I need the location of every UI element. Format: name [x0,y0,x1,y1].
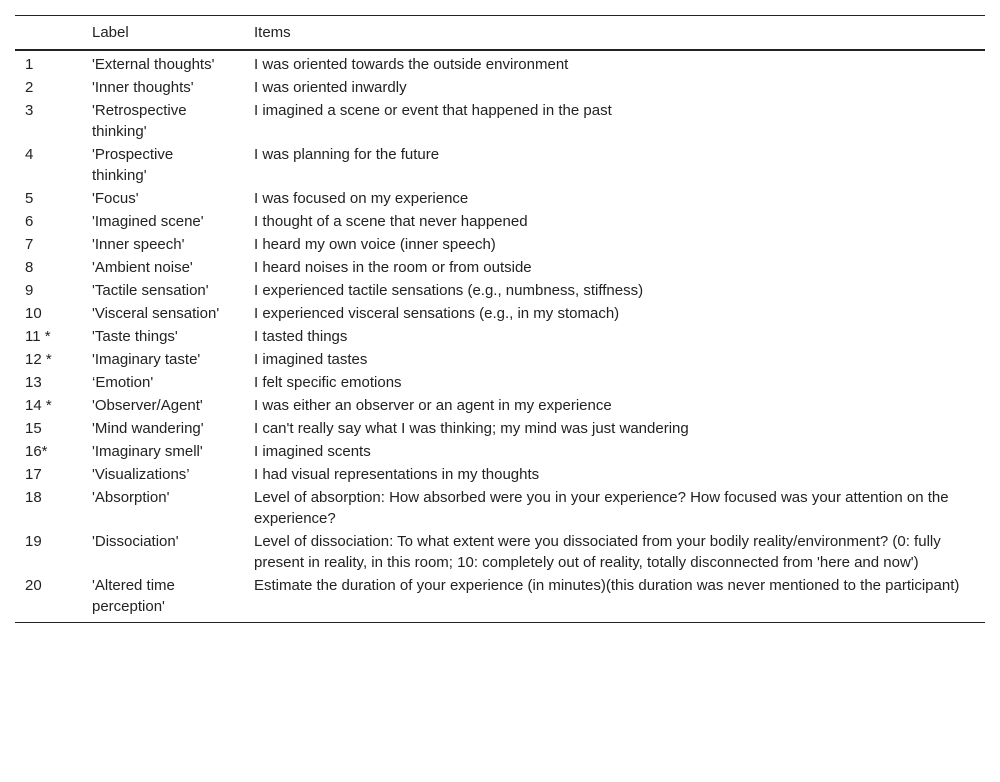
table-row [15,99,985,143]
header-items: Items [254,16,985,51]
row-number: 17 [25,466,42,483]
table-row [15,394,985,417]
row-item: Level of dissociation: To what extent were you dissociated from your bodily reality/environment? (0: fully present in reality, in this room; 10: completely out of reality, totally disconnected from 'here and now') [254,533,941,571]
row-number: 15 [25,420,42,437]
row-item: I was planning for the future [254,146,440,163]
row-number: 5 [25,190,34,207]
row-label: 'Inner thoughts' [92,79,194,96]
table-row [15,530,985,574]
row-number: 10 [25,305,42,322]
row-number: 3 [25,102,34,119]
row-number: 19 [25,533,42,550]
table-row [15,302,985,325]
row-label: 'Visualizations’ [92,466,190,483]
row-label: 'Imaginary smell' [92,443,203,460]
row-item: I heard noises in the room or from outside [254,259,532,276]
row-number: 20 [15,574,92,623]
row-label: 'Mind wandering' [92,420,204,437]
row-label: 'Prospective thinking' [92,146,174,184]
row-number: 7 [25,236,34,253]
row-number: 13 [25,374,42,391]
row-item: I was oriented towards the outside environment [254,56,569,73]
table-row [15,143,985,187]
row-item: I was oriented inwardly [254,79,407,96]
table-body [15,50,985,623]
row-item: I heard my own voice (inner speech) [254,236,496,253]
row-label: 'Visceral sensation' [92,305,220,322]
row-item: I tasted things [254,328,348,345]
table-row [15,348,985,371]
table-row [15,463,985,486]
row-item: I imagined scents [254,443,371,460]
row-number: 12 * [25,351,52,368]
row-label: 'Taste things' [92,328,178,345]
row-item: I experienced tactile sensations (e.g., numbness, stiffness) [254,282,644,299]
row-item: I had visual representations in my thoughts [254,466,540,483]
table-row [15,233,985,256]
header-label: Label [92,16,254,51]
row-item: I imagined a scene or event that happened in the past [254,102,612,119]
table-header [15,16,985,51]
row-number: 8 [25,259,34,276]
table-row [15,50,985,76]
row-item: I experienced visceral sensations (e.g., in my stomach) [254,305,620,322]
table-row [15,574,985,623]
row-item: I thought of a scene that never happened [254,213,528,230]
row-number: 14 * [25,397,52,414]
row-number: 11 * [25,328,51,345]
table-row [15,371,985,394]
row-number: 16* [25,443,48,460]
row-item: Level of absorption: How absorbed were you in your experience? How focused was your attention on the experience? [254,489,949,527]
table-row [15,440,985,463]
row-item: Estimate the duration of your experience (in minutes)(this duration was never mentioned to the participant) [254,574,985,623]
header-number [15,16,92,51]
row-item: I was either an observer or an agent in my experience [254,397,612,414]
row-item: I can't really say what I was thinking; my mind was just wandering [254,420,689,437]
row-label: 'Inner speech' [92,236,185,253]
row-label: 'Tactile sensation' [92,282,209,299]
row-number: 1 [25,56,34,73]
row-label: 'Ambient noise' [92,259,193,276]
table-row [15,486,985,530]
row-label: 'Imagined scene' [92,213,204,230]
row-label: 'Retrospective thinking' [92,102,187,140]
row-label: 'Absorption' [92,489,170,506]
row-item: I imagined tastes [254,351,368,368]
row-label: 'Dissociation' [92,533,179,550]
row-number: 6 [25,213,34,230]
row-label: 'External thoughts' [92,56,215,73]
table-row [15,325,985,348]
row-number: 4 [25,146,34,163]
row-item: I felt specific emotions [254,374,402,391]
row-label: 'Imaginary taste' [92,351,201,368]
table-row [15,256,985,279]
row-label: 'Focus' [92,190,139,207]
row-item: I was focused on my experience [254,190,469,207]
row-number: 2 [25,79,34,96]
row-label: 'Observer/Agent' [92,397,203,414]
table-row [15,76,985,99]
table-row [15,417,985,440]
table-row [15,210,985,233]
table-row [15,279,985,302]
row-number: 9 [25,282,34,299]
row-label: ‘Emotion' [92,374,154,391]
row-label: 'Altered time perception' [92,574,254,623]
row-number: 18 [25,489,42,506]
table-row [15,187,985,210]
items-table [15,15,985,623]
header-row [15,16,985,51]
